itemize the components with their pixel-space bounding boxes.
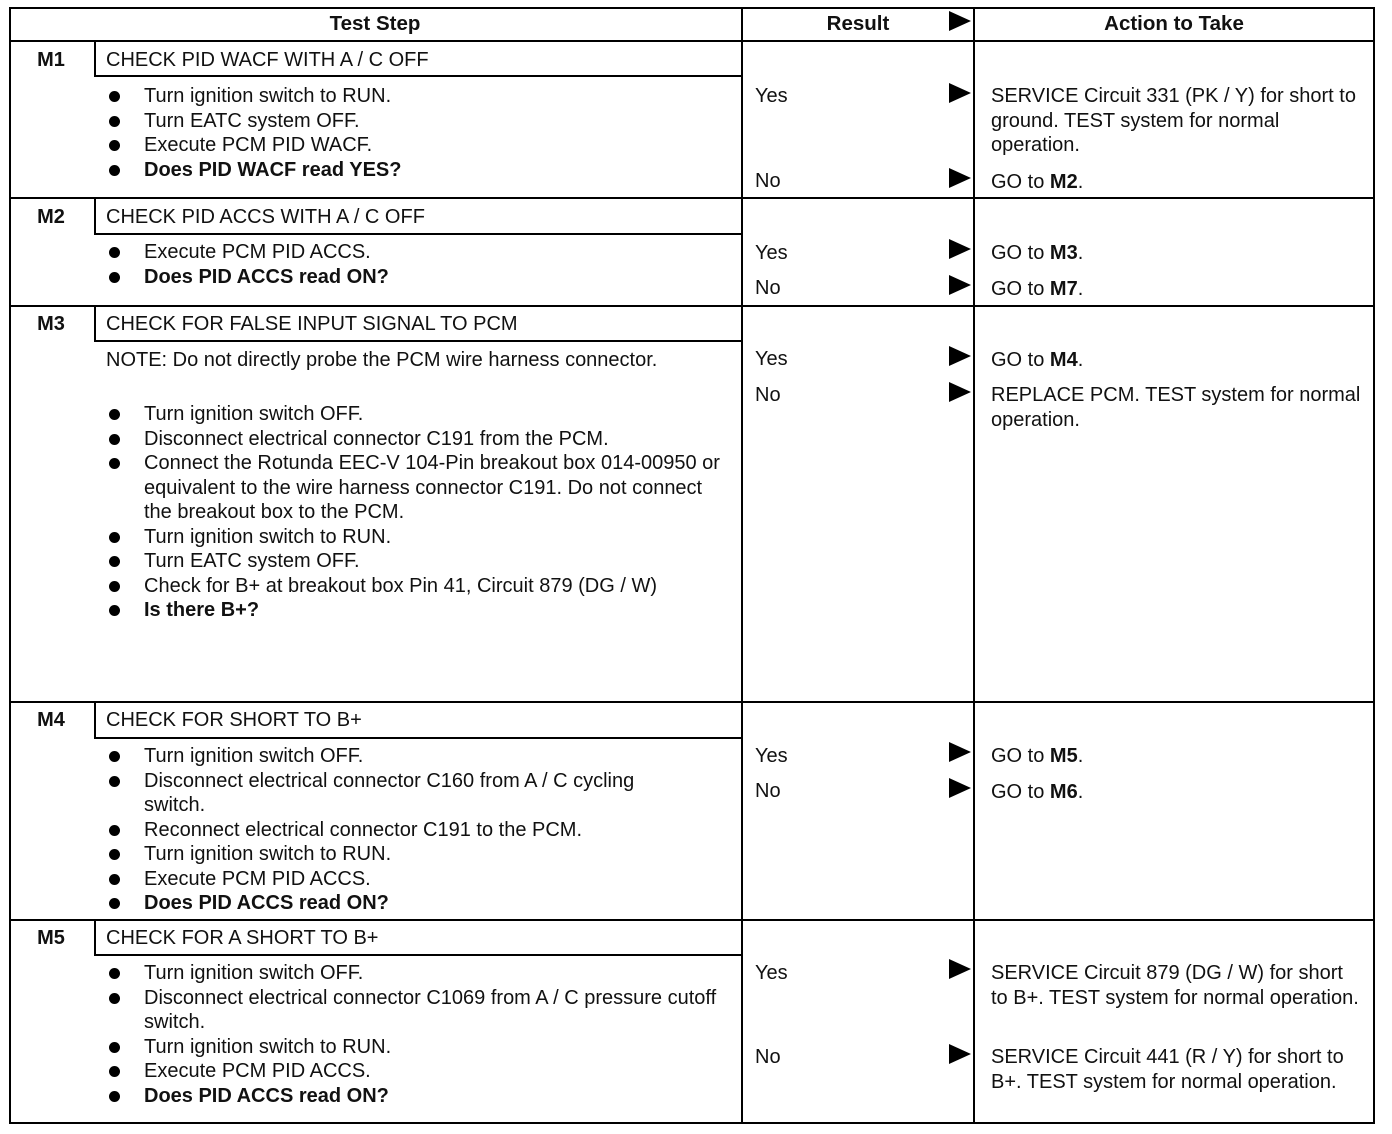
result-arrow-icon (949, 275, 971, 295)
step-title-divider (94, 340, 743, 342)
step-title-divider (94, 954, 743, 956)
row-divider (9, 701, 1375, 703)
step-title: CHECK PID WACF WITH A / C OFF (106, 49, 429, 71)
step-id-divider (94, 702, 96, 738)
action-goto: GO to M6. (991, 781, 1084, 803)
list-item: Turn ignition switch to RUN. (106, 1035, 736, 1060)
list-item: Turn ignition switch OFF. (106, 961, 736, 986)
action-goto: GO to M3. (991, 242, 1084, 264)
step-question: Is there B+? (106, 598, 736, 623)
step-question: Does PID ACCS read ON? (106, 891, 736, 916)
row-divider (9, 197, 1375, 199)
list-item: Check for B+ at breakout box Pin 41, Circuit 879 (DG / W) (106, 574, 684, 599)
step-id: M5 (37, 927, 65, 949)
action-text: REPLACE PCM. TEST system for normal operation. (991, 384, 1361, 431)
result-arrow-icon (949, 239, 971, 259)
list-item: Turn ignition switch to RUN. (106, 525, 736, 550)
step-title: CHECK FOR SHORT TO B+ (106, 709, 362, 731)
result-no: No (755, 170, 781, 192)
action-prefix: GO to (991, 349, 1045, 371)
list-item: Execute PCM PID WACF. (106, 133, 401, 158)
column-divider-action (973, 7, 975, 1124)
action-target: M3 (1049, 242, 1078, 264)
result-arrow-icon (949, 1044, 971, 1064)
list-item: Turn ignition switch to RUN. (106, 842, 736, 867)
diagnostic-table (9, 7, 1375, 1124)
result-yes: Yes (755, 242, 788, 264)
step-title: CHECK FOR A SHORT TO B+ (106, 927, 379, 949)
step-id-divider (94, 306, 96, 342)
step-instructions (106, 402, 736, 623)
table-border-right (1373, 7, 1375, 1124)
result-arrow-icon (949, 168, 971, 188)
action-text: SERVICE Circuit 879 (DG / W) for short to B+. TEST system for normal operation. (991, 962, 1359, 1009)
step-instructions (106, 961, 736, 1108)
list-item: Turn EATC system OFF. (106, 109, 401, 134)
result-yes: Yes (755, 85, 788, 107)
list-item: Execute PCM PID ACCS. (106, 1059, 736, 1084)
step-note: NOTE: Do not directly probe the PCM wire harness connector. (106, 349, 658, 371)
result-yes: Yes (755, 348, 788, 370)
step-question: Does PID ACCS read ON? (106, 265, 389, 290)
result-arrow-icon (949, 83, 971, 103)
action-goto: GO to M5. (991, 745, 1084, 767)
list-item: Disconnect electrical connector C160 from A / C cycling switch. (106, 769, 684, 818)
action-prefix: GO to (991, 171, 1045, 193)
list-item: Execute PCM PID ACCS. (106, 240, 389, 265)
list-item: Turn ignition switch OFF. (106, 402, 736, 427)
step-question: Does PID ACCS read ON? (106, 1084, 736, 1109)
action-target: M2 (1049, 171, 1078, 193)
header-action: Action to Take (1104, 12, 1244, 35)
result-arrow-icon (949, 959, 971, 979)
step-question: Does PID WACF read YES? (106, 158, 401, 183)
result-no: No (755, 384, 781, 406)
result-arrow-icon (949, 382, 971, 402)
result-no: No (755, 1046, 781, 1068)
result-arrow-icon (949, 742, 971, 762)
list-item: Disconnect electrical connector C191 from the PCM. (106, 427, 664, 452)
list-item: Disconnect electrical connector C1069 from A / C pressure cutoff switch. (106, 986, 724, 1035)
action-text: SERVICE Circuit 331 (PK / Y) for short to ground. TEST system for normal operation. (991, 85, 1356, 156)
result-arrow-icon (949, 346, 971, 366)
step-id-divider (94, 198, 96, 234)
action-target: M6 (1049, 781, 1078, 803)
action-goto: GO to M7. (991, 278, 1084, 300)
header-divider (9, 40, 1375, 42)
result-yes: Yes (755, 745, 788, 767)
action-prefix: GO to (991, 242, 1045, 264)
step-title-divider (94, 75, 743, 77)
step-id: M2 (37, 206, 65, 228)
step-instructions (106, 84, 401, 182)
step-instructions (106, 240, 389, 289)
header-result: Result (826, 12, 890, 35)
result-yes: Yes (755, 962, 788, 984)
result-no: No (755, 277, 781, 299)
step-instructions (106, 744, 736, 916)
action-prefix: GO to (991, 781, 1045, 803)
header-arrow-icon (949, 11, 971, 31)
list-item: Turn EATC system OFF. (106, 549, 736, 574)
step-title-divider (94, 233, 743, 235)
table-border-bottom (9, 1122, 1375, 1124)
row-divider (9, 919, 1375, 921)
step-id: M3 (37, 313, 65, 335)
list-item: Turn ignition switch OFF. (106, 744, 736, 769)
list-item: Reconnect electrical connector C191 to the PCM. (106, 818, 736, 843)
action-goto: GO to M2. (991, 171, 1084, 193)
action-prefix: GO to (991, 745, 1045, 767)
step-title-divider (94, 737, 743, 739)
step-title: CHECK PID ACCS WITH A / C OFF (106, 206, 425, 228)
action-text: SERVICE Circuit 441 (R / Y) for short to B+. TEST system for normal operation. (991, 1046, 1344, 1093)
step-id-divider (94, 920, 96, 956)
action-target: M4 (1049, 349, 1078, 371)
step-id: M1 (37, 49, 65, 71)
list-item: Execute PCM PID ACCS. (106, 867, 736, 892)
list-item: Connect the Rotunda EEC-V 104-Pin breakout box 014-00950 or equivalent to the wire harness connector C191. Do not connect the breakout box to the PCM. (106, 451, 724, 525)
header-test-step: Test Step (329, 12, 421, 35)
result-arrow-icon (949, 778, 971, 798)
table-border-left (9, 7, 11, 1124)
action-target: M5 (1049, 745, 1078, 767)
column-divider-result (741, 7, 743, 1124)
action-goto: GO to M4. (991, 349, 1084, 371)
step-id-divider (94, 41, 96, 77)
action-target: M7 (1049, 278, 1078, 300)
step-title: CHECK FOR FALSE INPUT SIGNAL TO PCM (106, 313, 518, 335)
action-prefix: GO to (991, 278, 1045, 300)
result-no: No (755, 780, 781, 802)
step-id: M4 (37, 709, 65, 731)
row-divider (9, 305, 1375, 307)
list-item: Turn ignition switch to RUN. (106, 84, 401, 109)
